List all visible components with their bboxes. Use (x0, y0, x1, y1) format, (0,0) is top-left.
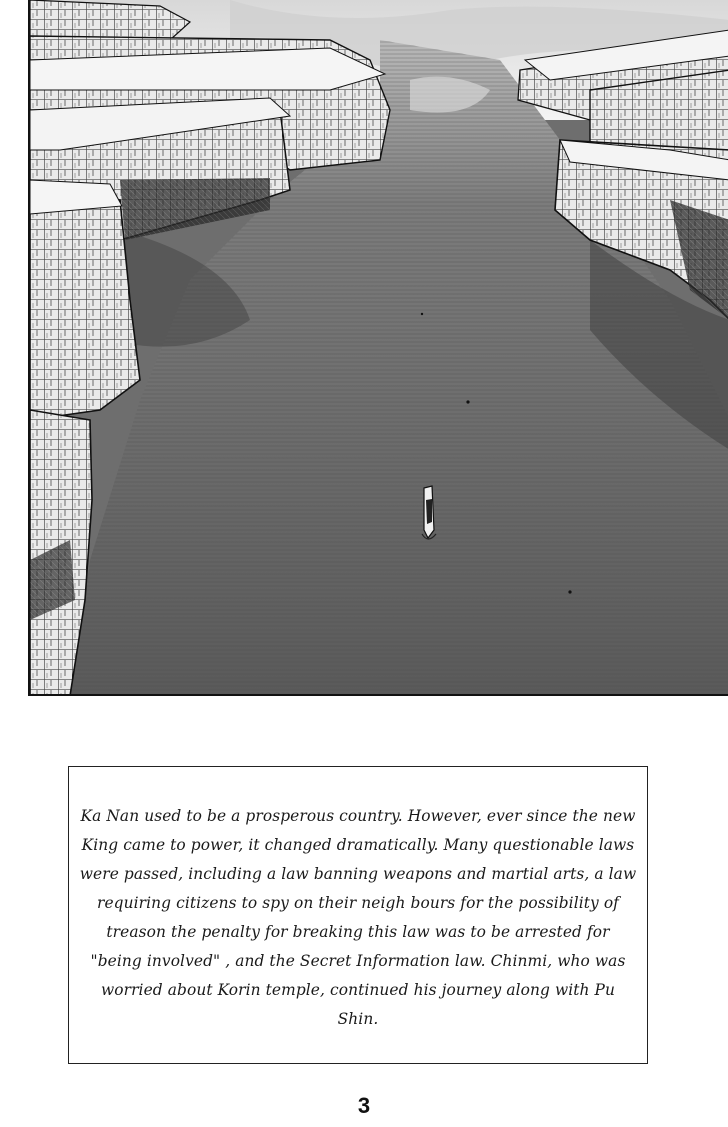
river-canyon-illustration (30, 0, 728, 696)
page-left-margin (0, 0, 28, 700)
narration-caption-text: Ka Nan used to be a prosperous country. However, ever since the new King came to power, it changed dramatically. Many questionable laws were passed, including a law banning weapons and martial arts, a law requiring citizens to spy on their neigh bours for the possibility of treason the penalty for breaking this law was to be arrested for "being involved" , and the Secret Information law. Chinmi, who was worried about Korin temple, continued his journey along with Pu Shin. (79, 807, 637, 1028)
manga-panel-river-canyon (28, 0, 728, 696)
page-number: 3 (357, 1093, 371, 1118)
narration-caption-box (68, 766, 648, 1064)
